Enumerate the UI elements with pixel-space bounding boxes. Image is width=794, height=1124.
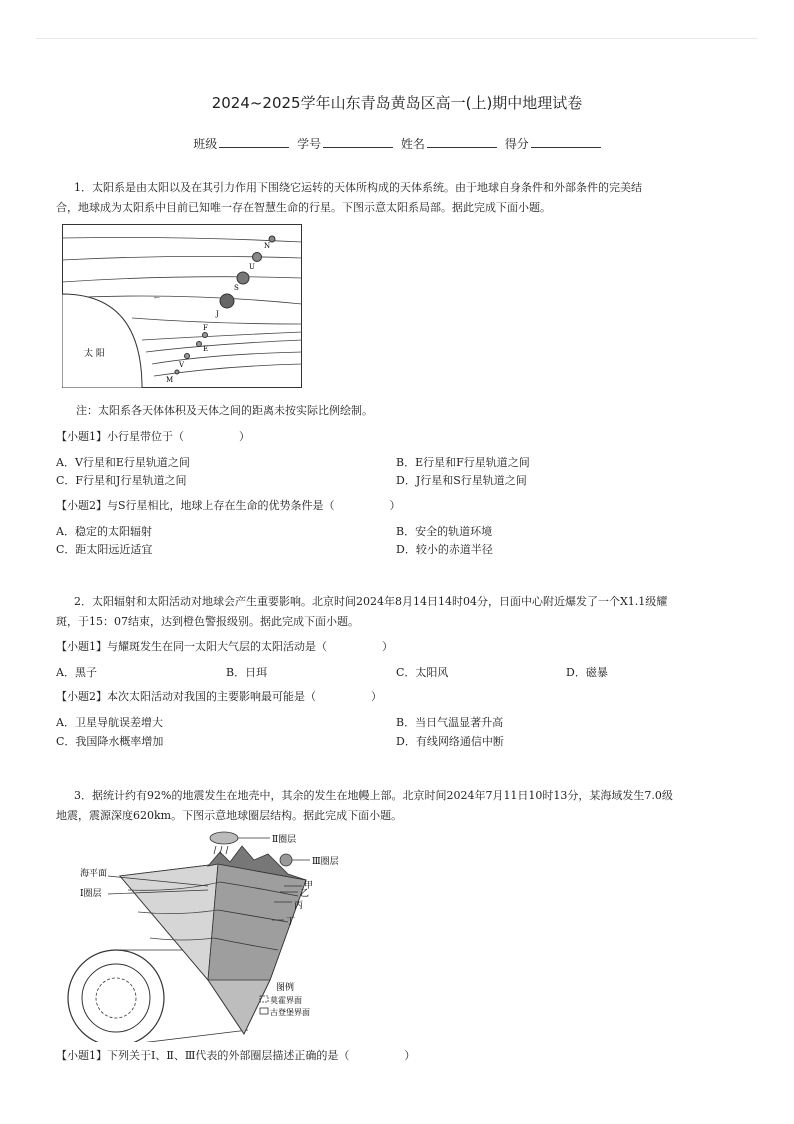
legend-gutenberg: 古登堡界面 [270, 1008, 310, 1017]
number-field[interactable] [297, 135, 393, 152]
bing-label: 丙 [294, 901, 304, 911]
q1-sub2-option-d[interactable]: D．较小的赤道半径 [396, 543, 493, 556]
earth-layers-figure [58, 830, 358, 1042]
planet-j-label: J [216, 310, 219, 318]
q1-sub1-stem: 【小题1】小行星带位于（ ） [56, 430, 250, 443]
sea-level-label: 海平面 [80, 869, 108, 879]
legend-moho: 莫霍界面 [270, 996, 302, 1005]
planet-v-label: V [179, 361, 185, 369]
name-label: 姓名 [400, 137, 425, 151]
q2-sub1-option-a[interactable]: A．黑子 [56, 666, 97, 679]
q1-sub1-option-b[interactable]: B．E行星和F行星轨道之间 [396, 456, 530, 469]
student-info-row [0, 135, 794, 152]
question-1-stem: 1．太阳系是由太阳以及在其引力作用下围绕它运转的天体所构成的天体系统。由于地球自身条件和外部条件的完美结 合，地球成为太阳系中目前已知唯一存在智慧生命的行星。下图示意太阳系局部。据此完成下面小题。 [56, 181, 642, 214]
q1-sub1-option-a[interactable]: A．V行星和E行星轨道之间 [56, 456, 190, 469]
class-field[interactable] [193, 135, 289, 152]
solar-system-figure [62, 224, 302, 388]
q1-sub2-stem: 【小题2】与S行星相比，地球上存在生命的优势条件是（ ） [56, 499, 401, 512]
sun-label: 太 阳 [84, 349, 105, 359]
planet-f-label: F [203, 324, 208, 332]
layer-ii-label: Ⅱ圈层 [272, 835, 297, 845]
question-3-stem: 3．据统计约有92%的地震发生在地壳中，其余的发生在地幔上部。北京时间2024年7月11日10时13分，某海域发生7.0级 地震，震源深度620km。下图示意地球圈层结构。据此完成下面小题。 [56, 789, 673, 822]
q1-sub2-option-b[interactable]: B．安全的轨道环境 [396, 525, 493, 538]
score-label: 得分 [504, 137, 529, 151]
layer-i-label: Ⅰ圈层 [80, 889, 102, 899]
class-label: 班级 [193, 137, 218, 151]
header-divider [36, 38, 758, 39]
question-2-stem: 2．太阳辐射和太阳活动对地球会产生重要影响。北京时间2024年8月14日14时04分，日面中心附近爆发了一个X1.1级耀 斑，于15：07结束，达到橙色警报级别。据此完成下面小题。 [56, 595, 668, 628]
name-field[interactable] [401, 135, 497, 152]
score-field[interactable] [505, 135, 601, 152]
q2-sub2-stem: 【小题2】本次太阳活动对我国的主要影响最可能是（ ） [56, 690, 382, 703]
layer-iii-label: Ⅲ圈层 [312, 857, 339, 867]
q2-sub2-option-a[interactable]: A．卫星导航误差增大 [56, 716, 163, 729]
q3-sub1-stem: 【小题1】下列关于Ⅰ、Ⅱ、Ⅲ代表的外部圈层描述正确的是（ ） [56, 1049, 416, 1062]
q1-sub2-option-c[interactable]: C．距太阳远近适宜 [56, 543, 153, 556]
q1-sub1-option-d[interactable]: D．J行星和S行星轨道之间 [396, 474, 527, 487]
number-label: 学号 [297, 137, 322, 151]
q1-sub1-option-c[interactable]: C．F行星和J行星轨道之间 [56, 474, 187, 487]
svg-text:←: ← [154, 294, 160, 302]
jia-label: 甲 [304, 881, 314, 891]
page-title: 2024~2025学年山东青岛黄岛区高一(上)期中地理试卷 [211, 94, 583, 112]
q2-sub1-stem: 【小题1】与耀斑发生在同一太阳大气层的太阳活动是（ ） [56, 640, 393, 653]
q2-sub1-option-d[interactable]: D．磁暴 [566, 666, 608, 679]
planet-n-label: N [264, 242, 271, 250]
q2-sub1-option-b[interactable]: B．日珥 [226, 666, 268, 679]
question-1-note: 注：太阳系各天体体积及天体之间的距离未按实际比例绘制。 [76, 404, 373, 417]
q2-sub2-option-c[interactable]: C．我国降水概率增加 [56, 735, 164, 748]
q2-sub2-option-b[interactable]: B．当日气温显著升高 [396, 716, 504, 729]
planet-e-label: E [203, 345, 209, 353]
planet-s-label: S [234, 284, 239, 292]
legend-title: 图例 [276, 983, 295, 993]
planet-u-label: U [249, 263, 255, 271]
yi-label: 乙 [300, 889, 310, 899]
q2-sub1-option-c[interactable]: C．太阳风 [396, 666, 449, 679]
q1-sub2-option-a[interactable]: A．稳定的太阳辐射 [56, 525, 152, 538]
q2-sub2-option-d[interactable]: D．有线网络通信中断 [396, 735, 504, 748]
planet-m-label: M [166, 376, 174, 384]
ding-label: 丁 [286, 917, 296, 927]
